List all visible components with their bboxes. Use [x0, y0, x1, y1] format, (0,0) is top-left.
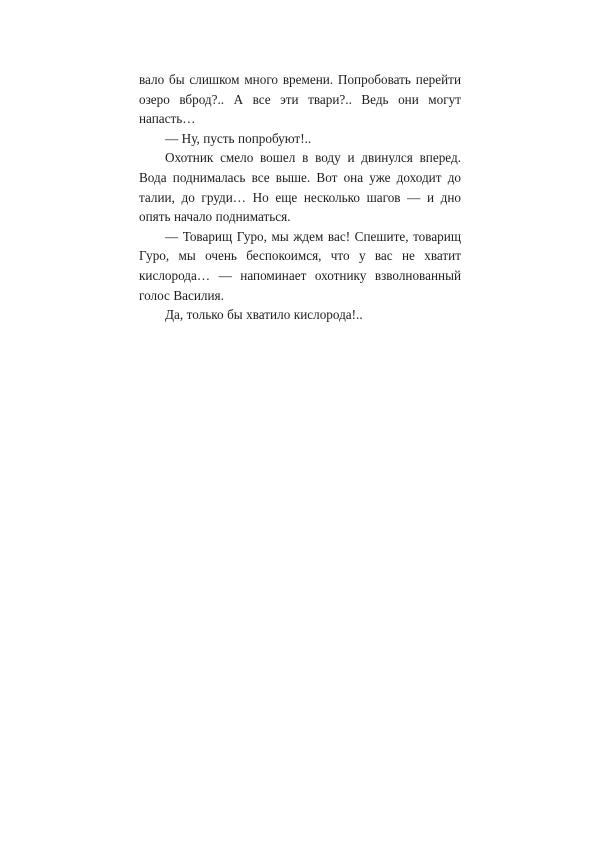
paragraph-3: Охотник смело вошел в воду и двинулся вперед. Вода поднималась все выше. Вот она уже доходит до талии, до груди… Но еще несколько шагов — и дно опять начало подниматься. — [139, 150, 461, 225]
text-column — [139, 70, 461, 325]
paragraph-5: Да, только бы хватило кислорода!.. — [165, 307, 363, 323]
paragraph-1: вало бы слишком много времени. Попробовать перейти озеро вброд?.. А все эти твари?.. Ведь они могут напасть… — [139, 72, 461, 127]
paragraph-4: — Товарищ Гуро, мы ждем вас! Спешите, товарищ Гуро, мы очень беспокоимся, что у вас не хватит кислорода… — напоминает охотнику взволнованный голос Василия. — [139, 228, 461, 303]
paragraph-2: — Ну, пусть попробуют!.. — [165, 130, 312, 146]
